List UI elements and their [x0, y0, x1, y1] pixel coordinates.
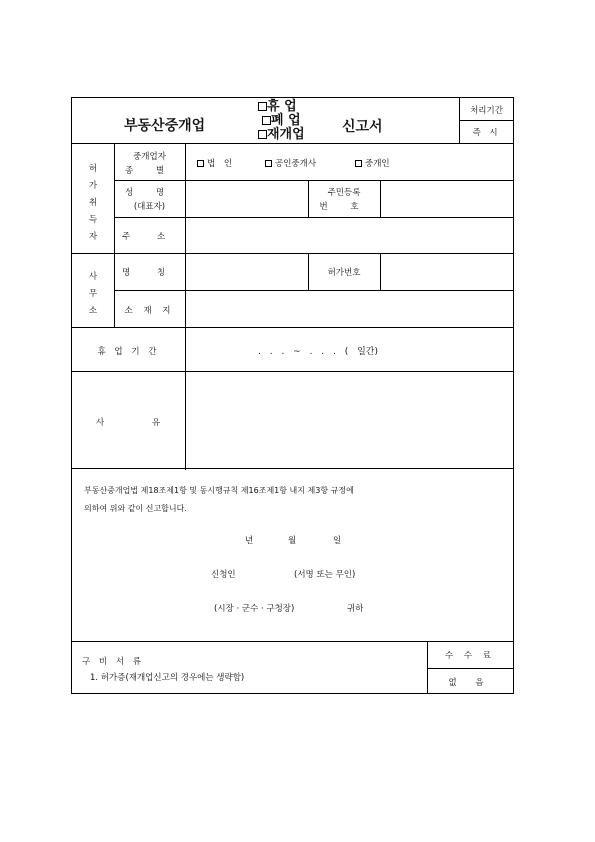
resident-number-label-2: 번 호 [319, 202, 369, 212]
form-title-suffix: 신고서 [342, 119, 383, 135]
processing-period-value: 즉 시 [472, 128, 501, 138]
type-option-corporation[interactable]: 법 인 [197, 157, 235, 169]
applicant-group-label: 허가취득자 [88, 164, 98, 242]
date-day-label: 일 [333, 536, 342, 546]
declaration-line-1: 부동산중개업법 제18조제1항 및 동시행규칙 제16조제1항 내지 제3항 규정에 [84, 486, 354, 495]
period-label: 휴 업 기 간 [97, 347, 160, 357]
required-docs-item: 1. 허가증(재개업신고의 경우에는 생략함) [90, 673, 245, 683]
type-option-licensed-agent[interactable]: 공인중개사 [265, 157, 316, 169]
license-number-label: 허가번호 [327, 268, 361, 278]
fee-label: 수 수 료 [444, 651, 496, 661]
required-docs-label: 구 비 서 류 [82, 657, 144, 667]
report-form [71, 97, 514, 694]
checkbox-icon[interactable] [265, 160, 272, 167]
license-number-field[interactable] [383, 256, 511, 286]
location-label: 소 재 지 [124, 306, 175, 316]
checkbox-icon[interactable] [262, 116, 271, 125]
address-field[interactable] [188, 220, 511, 250]
office-name-field[interactable] [188, 256, 306, 286]
checkbox-icon[interactable] [258, 130, 267, 139]
resident-number-label-1: 주민등록 [327, 188, 361, 198]
option-suspension[interactable]: 휴 업 [258, 100, 305, 114]
applicant-label: 신청인 [211, 570, 236, 580]
name-label-1: 성 명 [124, 188, 175, 198]
form-title: 부동산중개업 [124, 118, 206, 134]
honorific-label: 귀하 [347, 604, 364, 614]
checkbox-icon[interactable] [197, 160, 204, 167]
report-type-options [258, 99, 305, 142]
date-month-label: 월 [288, 536, 297, 546]
location-field[interactable] [188, 293, 511, 324]
declaration-line-2: 의하여 위와 같이 신고합니다. [84, 504, 187, 513]
broker-type-label-2: 종 별 [124, 166, 175, 176]
office-group-label: 사무소 [88, 272, 98, 316]
signature-note[interactable]: (서명 또는 무인) [294, 570, 356, 580]
processing-period-label: 처리기간 [470, 106, 503, 116]
option-reopening[interactable]: 재개업 [258, 128, 305, 134]
type-option-broker[interactable]: 중개인 [355, 157, 390, 169]
period-field[interactable]: . . . ~ . . . ( 일간) [258, 347, 379, 357]
date-year-label: 년 [245, 536, 254, 546]
name-label-2: (대표자) [133, 202, 166, 212]
broker-type-label-1: 중개업자 [133, 152, 166, 162]
reason-label-1: 사 [96, 418, 105, 428]
office-name-label: 명 칭 [121, 268, 178, 278]
reason-label-2: 유 [152, 418, 161, 428]
representative-name-field[interactable] [188, 184, 306, 212]
reason-field[interactable] [188, 374, 511, 467]
resident-number-field[interactable] [383, 184, 511, 212]
option-closure[interactable]: 폐 업 [258, 114, 305, 128]
checkbox-icon[interactable] [258, 102, 267, 111]
recipient-label: (시장 · 군수 · 구청장) [214, 604, 295, 614]
checkbox-icon[interactable] [355, 160, 362, 167]
address-label: 주 소 [121, 232, 178, 242]
fee-value: 없 음 [448, 678, 492, 688]
